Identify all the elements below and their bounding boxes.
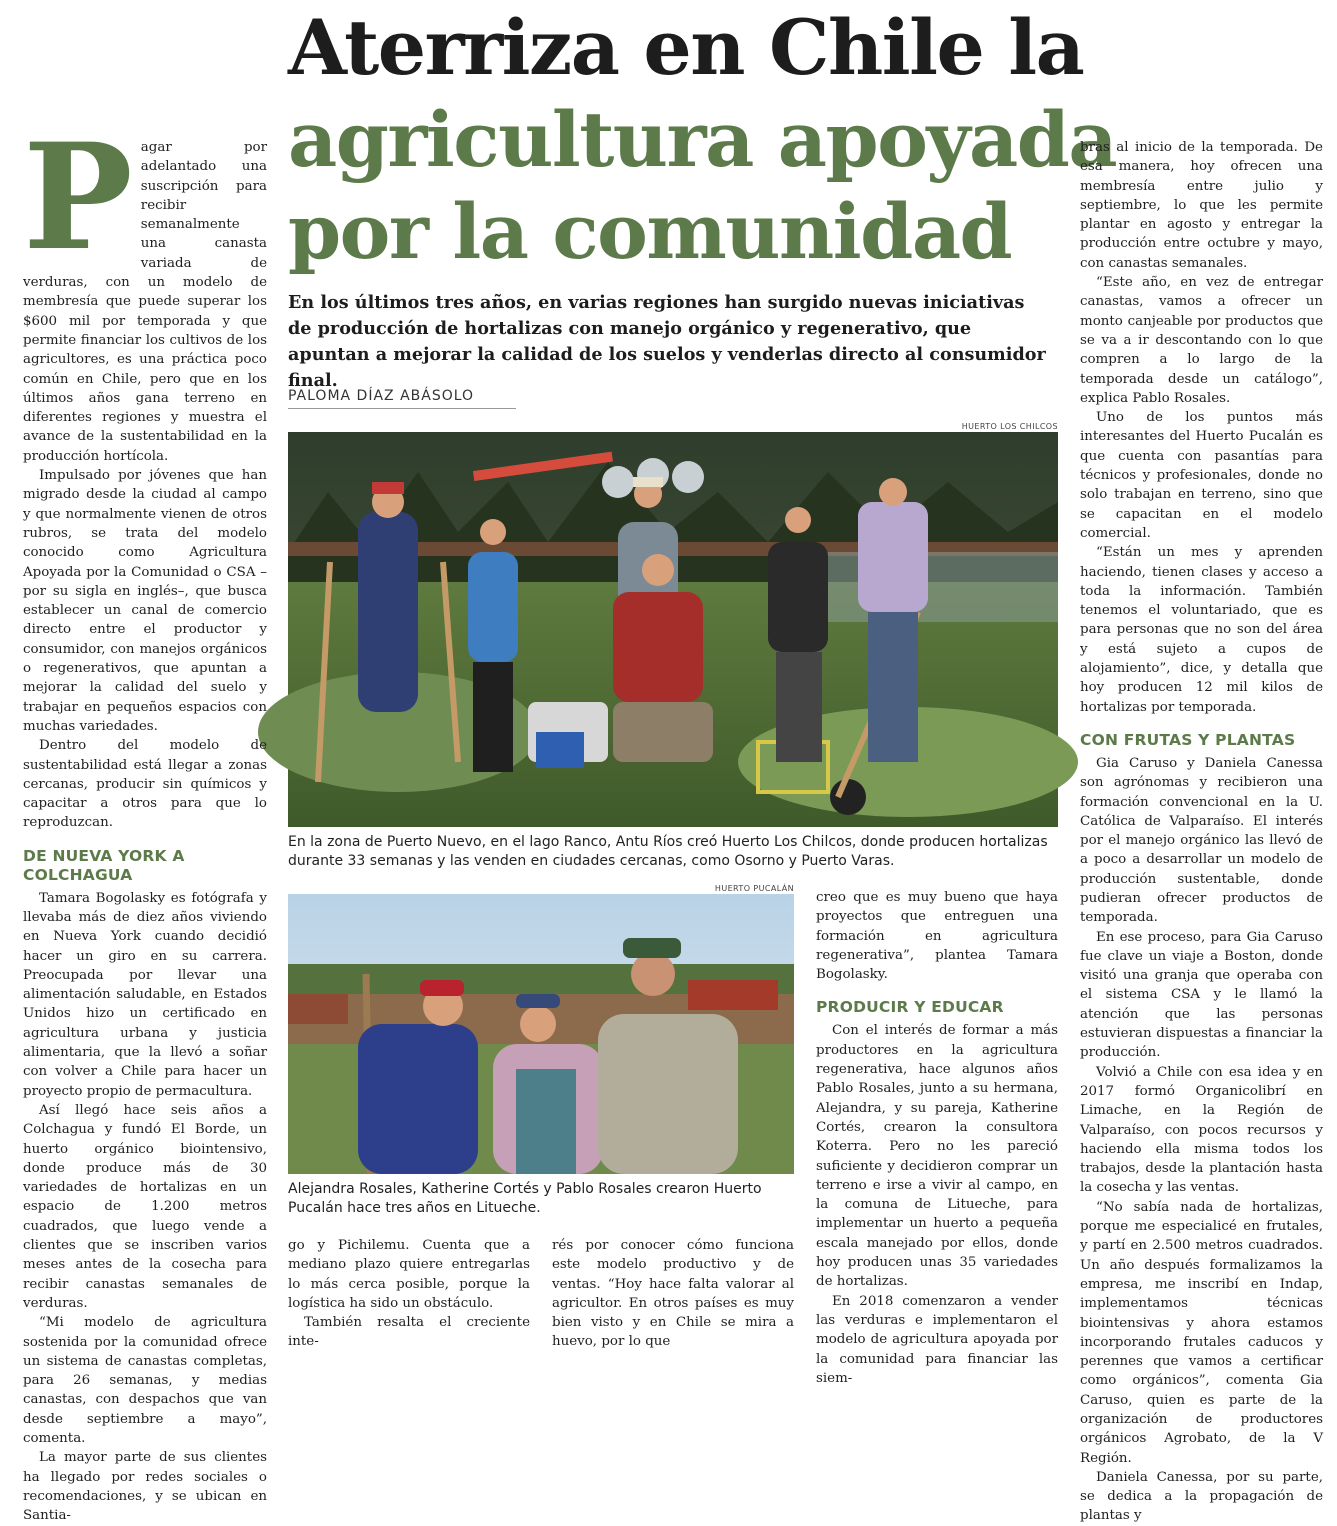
photo-huerto-pucalan	[288, 894, 794, 1174]
paragraph: La mayor parte de sus clientes ha llegado por redes sociales o recomendaciones, y se ubican en Santia-	[23, 1450, 267, 1524]
headline-line-1: Aterriza en Chile la	[288, 3, 1084, 92]
deck: En los últimos tres años, en varias regiones han surgido nuevas iniciativas de producción de hortalizas con manejo orgánico y regenerativo, que apuntan a mejorar la calidad de los suelos y venderlas directo al consumidor final.	[288, 292, 1046, 391]
headline	[288, 2, 1117, 278]
paragraph-text: agar por adelantado una suscripción para recibir semanalmente una canasta variada de verduras, con un modelo de membresía que puede superar los $600 mil por temporada y que permite financiar los cultivos de los agricultores, es una práctica poco común en Chile, pero que en los últimos años gana terreno en diferentes regiones y muestra el avance de la sustentabilidad en la producción hortícola.	[23, 140, 267, 464]
column-1	[23, 112, 267, 1524]
paragraph: go y Pichilemu. Cuenta que a mediano plazo quiere entregarlas lo más cerca posible, porque la logística ha sido un obstáculo.	[288, 1238, 530, 1311]
paragraph: En 2018 comenzaron a vender las verduras e implementaron el modelo de agricultura apoyada por la comunidad para financiar las siem-	[816, 1293, 1058, 1386]
paragraph: creo que es muy bueno que haya proyectos que entreguen una formación en agricultura regenerativa”, plantea Tamara Bogolasky.	[816, 890, 1058, 983]
paragraph: “Mi modelo de agricultura sostenida por la comunidad ofrece un sistema de canastas completas, para 26 semanas, y medias canastas, con despachos que van desde septiembre a mayo”, comenta.	[23, 1315, 267, 1446]
paragraph: Así llegó hace seis años a Colchagua y fundó El Borde, un huerto orgánico biointensivo, donde produce más de 30 variedades de hortalizas en un espacio de 1.200 metros cuadrados, que luego vende a clientes que se inscriben varios meses antes de la cosecha para recibir canastas semanales de verduras.	[23, 1102, 267, 1311]
subhead-nueva-york: DE NUEVA YORK A COLCHAGUA	[23, 846, 185, 884]
paragraph: “Están un mes y aprenden haciendo, tienen clases y acceso a toda la información. También tenemos el voluntariado, que es para personas que no son del área y está sujeto a cupos de alojamiento”, dice, y detalla que hoy producen 12 mil kilos de hortalizas por temporada.	[1080, 545, 1323, 715]
drop-cap: P	[23, 112, 133, 283]
photo-caption-pucalan: Alejandra Rosales, Katherine Cortés y Pablo Rosales crearon Huerto Pucalán hace tres años en Litueche.	[288, 1181, 762, 1216]
paragraph: Dentro del modelo de sustentabilidad está llegar a zonas cercanas, producir sin químicos y capacitar a otros para que lo reproduzcan.	[23, 738, 267, 831]
photo-huerto-los-chilcos-image	[288, 432, 1058, 827]
subhead-producir-educar: PRODUCIR Y EDUCAR	[816, 998, 1004, 1017]
paragraph: rés por conocer cómo funciona este modelo productivo y de ventas. “Hoy hace falta valorar al agricultor. En otros países es muy bien visto y en Chile se mira a huevo, por lo que	[552, 1238, 794, 1350]
photo-huerto-pucalan-image	[288, 894, 794, 1174]
headline-line-3: por la comunidad	[288, 187, 1012, 276]
byline: PALOMA DÍAZ ABÁSOLO	[288, 388, 516, 409]
paragraph: Con el interés de formar a más productores en la agricultura regenerativa, hace algunos años Pablo Rosales, junto a su hermana, Alejandra, y su pareja, Katherine Cortés, crearon la consultora Koterra. Pero no les pareció suficiente y decidieron comprar un terreno e irse a vivir al campo, en la comuna de Litueche, para implementar un huerto a pequeña escala manejado por ellos, donde hoy producen unas 35 variedades de hortalizas.	[816, 1023, 1058, 1290]
photo-huerto-los-chilcos	[288, 432, 1058, 827]
column-2	[288, 1236, 530, 1350]
photo-caption-chilcos: En la zona de Puerto Nuevo, en el lago Ranco, Antu Ríos creó Huerto Los Chilcos, donde producen hortalizas durante 33 semanas y las venden en ciudades cercanas, como Osorno y Puerto Varas.	[288, 834, 1048, 869]
column-5	[1080, 138, 1323, 1524]
lead-paragraph	[23, 112, 267, 466]
paragraph: Tamara Bogolasky es fotógrafa y llevaba más de diez años viviendo en Nueva York cuando decidió hacer un giro en su carrera. Preocupada por llevar una alimentación saludable, en Estados Unidos hizo un certificado en agricultura urbana y justicia alimentaria, que la llevó a soñar con volver a Chile para hacer un proyecto propio de permacultura.	[23, 890, 267, 1099]
column-4	[816, 888, 1058, 1386]
paragraph: bras al inicio de la temporada. De esa manera, hoy ofrecen una membresía entre julio y septiembre, lo que les permite plantar en agosto y entregar la producción entre octubre y mayo, con canastas semanales.	[1080, 140, 1323, 271]
paragraph: También resalta el creciente inte-	[288, 1315, 530, 1350]
paragraph: Daniela Canessa, por su parte, se dedica a la propagación de plantas y	[1080, 1469, 1323, 1524]
paragraph: Impulsado por jóvenes que han migrado desde la ciudad al campo y que normalmente vienen de otros rubros, se trata del modelo conocido como Agricultura Apoyada por la Comunidad o CSA –por su sigla en inglés–, que busca establecer un canal de comercio directo entre el productor y consumidor, con manejos orgánicos o regenerativos, que apuntan a mejorar la calidad del suelo y trabajar en pequeños espacios con muchas variedades.	[23, 468, 267, 734]
paragraph: “No sabía nada de hortalizas, porque me especialicé en frutales, y partí en 2.500 metros cuadrados. Un año después formalizamos la empresa, me inscribí en Indap, implementamos técnicas biointensivas y ahora estamos incorporando frutales caducos y perennes que vamos a certificar como orgánicos”, comenta Gia Caruso, quien es parte de la organización de productores orgánicos Agrobato, de la V Región.	[1080, 1199, 1323, 1466]
paragraph: “Este año, en vez de entregar canastas, vamos a ofrecer un monto canjeable por productos que se va a ir descontando con lo que compren a lo largo de la temporada desde un catálogo”, explica Pablo Rosales.	[1080, 275, 1323, 406]
column-3	[552, 1236, 794, 1350]
headline-line-2: agricultura apoyada	[288, 95, 1117, 184]
photo-credit-chilcos: HUERTO LOS CHILCOS	[961, 422, 1058, 431]
subhead-frutas-plantas: CON FRUTAS Y PLANTAS	[1080, 730, 1296, 749]
paragraph: Volvió a Chile con esa idea y en 2017 formó Organicolibrí en Limache, en la Región de Valparaíso, con pocos recursos y haciendo ella misma todos los trabajos, desde la plantación hasta la cosecha y las ventas.	[1080, 1064, 1323, 1196]
paragraph: Uno de los puntos más interesantes del Huerto Pucalán es que cuenta con pasantías para técnicos y profesionales, donde no solo trabajan en terreno, sino que se capacitan en el modelo comercial.	[1080, 410, 1323, 541]
photo-credit-pucalan: HUERTO PUCALÁN	[714, 884, 794, 893]
paragraph: En ese proceso, para Gia Caruso fue clave un viaje a Boston, donde visitó una granja que operaba con el sistema CSA y le llamó la atención que las personas estuvieran dispuestas a financiar la producción.	[1080, 929, 1323, 1061]
paragraph: Gia Caruso y Daniela Canessa son agrónomas y recibieron una formación convencional en la U. Católica de Valparaíso. El interés por el manejo orgánico las llevó de a poco a desarrollar un modelo de producción sustentable, donde pudieran ofrecer productos de temporada.	[1080, 755, 1323, 926]
